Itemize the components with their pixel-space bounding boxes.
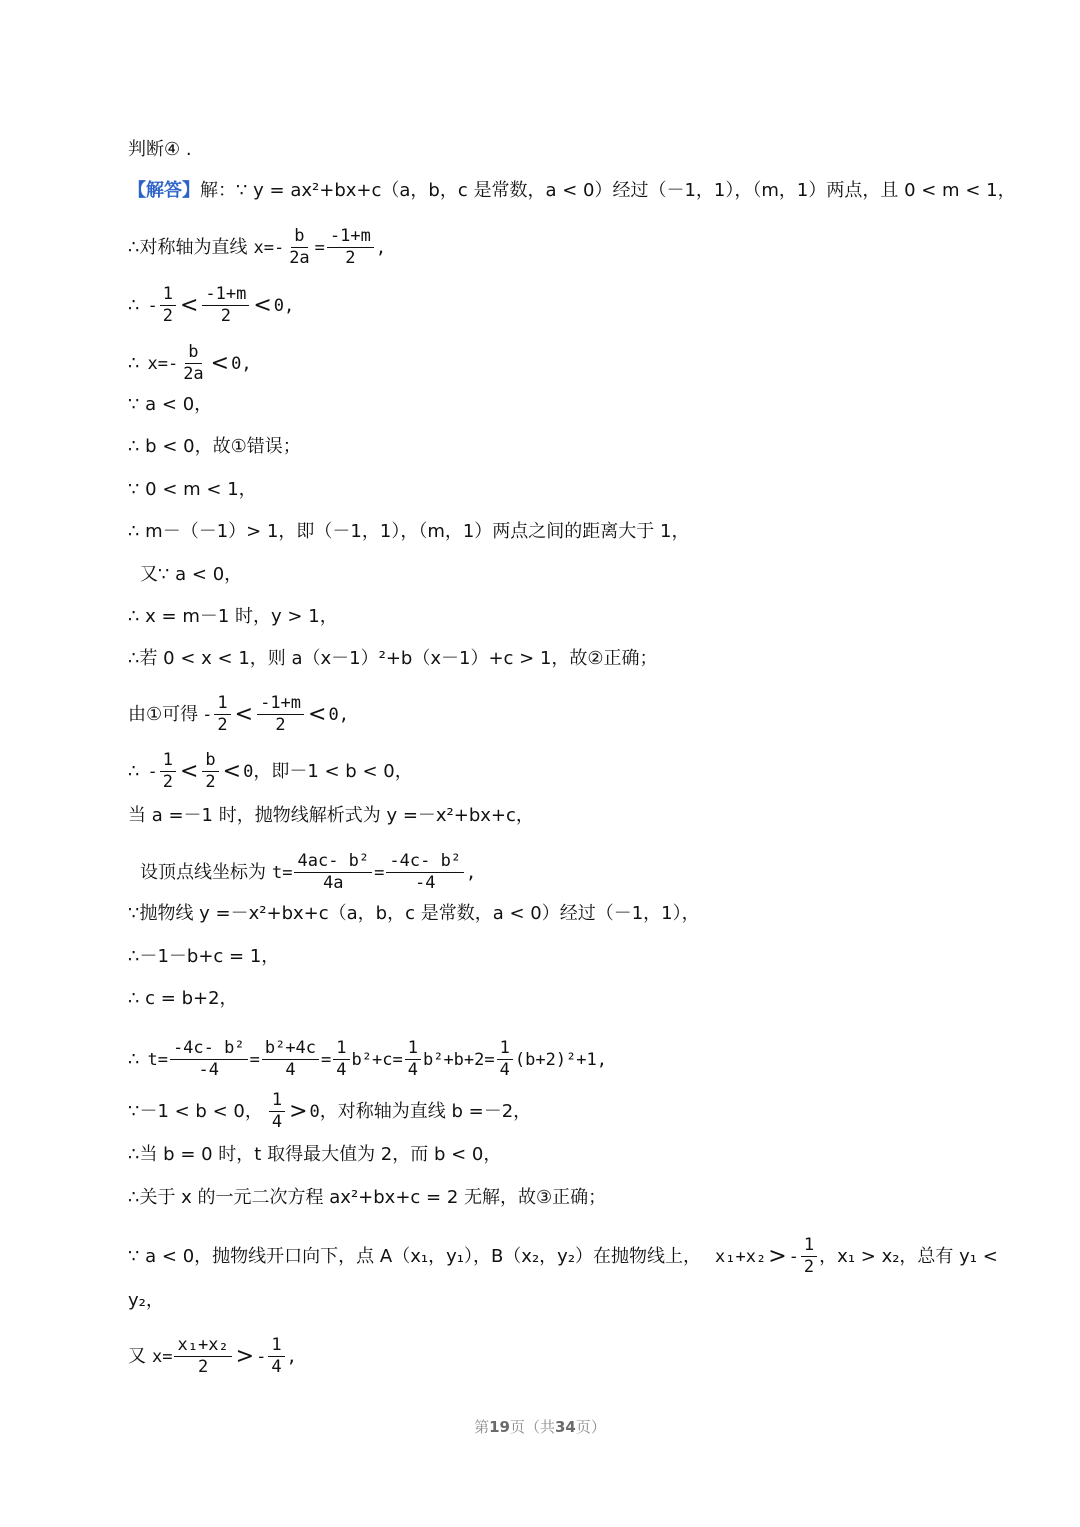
math-op: >: [289, 1098, 308, 1124]
math-op: >: [768, 1243, 787, 1269]
text-line: [128, 435, 301, 459]
numerator: b: [202, 750, 218, 772]
denominator: 2a: [183, 364, 204, 384]
denominator: 2: [345, 248, 356, 268]
math-op: =: [249, 1049, 260, 1070]
text: ∴ c = b+2，: [128, 988, 238, 1009]
text: ∴若 0 < x < 1，则 a（x－1）²+b（x－1）+c > 1，故②正确；: [128, 648, 658, 669]
fraction: [202, 284, 249, 327]
numerator: 1: [214, 693, 230, 715]
text: 设顶点线坐标为: [140, 861, 266, 883]
math-op: -: [788, 1246, 799, 1267]
text-line: [128, 804, 534, 828]
math-expr: b²+b+2=: [422, 1049, 495, 1070]
text-line: [128, 647, 658, 671]
numerator: 1: [160, 750, 176, 772]
answer-line: [128, 179, 1016, 203]
formula-line: [128, 226, 386, 269]
numerator: 1: [801, 1235, 817, 1257]
denominator: 4a: [323, 873, 344, 893]
numerator: b²+4c: [262, 1038, 319, 1060]
numerator: -4c- b²: [170, 1038, 248, 1060]
math-op: -: [202, 704, 213, 725]
fraction: [170, 1038, 248, 1081]
text-line: [128, 520, 689, 544]
text: 又∵ a < 0，: [140, 564, 243, 585]
fraction: [268, 1335, 284, 1378]
numerator: 1: [497, 1038, 513, 1060]
math-op: -: [273, 237, 285, 258]
fraction: [160, 284, 176, 327]
math-punct: ,: [286, 1346, 297, 1367]
math-val: 0,: [231, 353, 252, 374]
fraction: [174, 1335, 231, 1378]
text-line: [128, 1289, 164, 1313]
text: 由①可得: [128, 703, 199, 725]
math-var: x=: [147, 353, 168, 374]
text: ，x₁ > x₂，总有 y₁ <: [819, 1245, 998, 1267]
numerator: b: [185, 342, 201, 364]
numerator: x₁+x₂: [174, 1335, 231, 1357]
text: ∴: [128, 294, 140, 316]
denominator: 2: [803, 1257, 815, 1277]
text: y₂，: [128, 1290, 164, 1311]
denominator: 2: [162, 306, 173, 326]
text: ∴当 b = 0 时，t 取得最大值为 2，而 b < 0，: [128, 1144, 502, 1165]
text: ∵ 0 < m < 1，: [128, 479, 257, 500]
denominator: 2: [275, 715, 286, 735]
numerator: -1+m: [202, 284, 249, 306]
page-total: 34: [555, 1418, 576, 1436]
math-val: 0,: [328, 704, 349, 725]
math-op: <: [179, 292, 199, 318]
math-op: >: [235, 1343, 255, 1369]
numerator: 1: [160, 284, 176, 306]
math-op: <: [210, 350, 230, 376]
fraction: [327, 226, 374, 269]
text-line: [128, 987, 238, 1011]
text: ∴ x = m－1 时，y > 1，: [128, 606, 338, 627]
numerator: -1+m: [327, 226, 374, 248]
denominator: 4: [407, 1060, 418, 1080]
math-op: <: [179, 758, 199, 784]
denominator: 4: [285, 1060, 296, 1080]
text: ∵ a < 0，: [128, 394, 213, 415]
fraction: [286, 226, 312, 269]
text-line: [140, 563, 242, 587]
fraction: [801, 1235, 817, 1278]
denominator: 4: [499, 1060, 510, 1080]
fraction: [262, 1038, 319, 1081]
math-op: -: [167, 353, 179, 374]
math-op: -: [256, 1346, 267, 1367]
denominator: -4: [198, 1060, 219, 1080]
numerator: -4c- b²: [386, 851, 464, 873]
page-number: 19: [489, 1418, 510, 1436]
fraction: [160, 750, 176, 793]
text: ∴: [128, 352, 140, 374]
numerator: 4ac- b²: [294, 851, 372, 873]
text: ∴: [128, 760, 140, 782]
formula-line: [128, 693, 349, 736]
formula-line: [140, 851, 476, 894]
math-op: -: [147, 295, 158, 316]
text: ，对称轴为直线 b =－2，: [319, 1100, 532, 1122]
math-op: <: [253, 292, 272, 318]
math-op: =: [321, 1049, 332, 1070]
math-val: 0: [243, 761, 254, 782]
formula-line: [128, 284, 294, 327]
text: 当 a =－1 时，抛物线解析式为 y =－x²+bx+c，: [128, 805, 534, 826]
fraction: [214, 693, 230, 736]
math-expr: b²+c=: [351, 1049, 403, 1070]
math-op: =: [314, 237, 325, 258]
numerator: 1: [333, 1038, 349, 1060]
numerator: -1+m: [257, 693, 304, 715]
formula-line: [128, 342, 252, 385]
fraction: [497, 1038, 513, 1081]
denominator: 2: [162, 772, 173, 792]
denominator: 2: [197, 1357, 209, 1377]
text-line: [128, 1143, 501, 1167]
math-op: =: [374, 862, 385, 883]
denominator: 4: [336, 1060, 347, 1080]
math-expr: (b+2)²+1,: [514, 1049, 607, 1070]
denominator: 4: [271, 1357, 282, 1377]
math-op: <: [308, 701, 327, 727]
fraction: [257, 693, 304, 736]
fraction: [269, 1090, 285, 1133]
text: ∴－1－b+c = 1，: [128, 946, 280, 967]
denominator: 2: [205, 772, 216, 792]
math-val: 0: [309, 1101, 320, 1122]
formula-line: [128, 1335, 297, 1378]
text: ∴对称轴为直线: [128, 236, 248, 258]
numerator: 1: [269, 1090, 285, 1112]
formula-line: [128, 750, 413, 793]
text: 又: [128, 1345, 146, 1367]
fraction: [405, 1038, 421, 1081]
denominator: 2: [217, 715, 228, 735]
formula-line: [128, 1038, 607, 1081]
text: ∵ a < 0，抛物线开口向下，点 A（x₁，y₁），B（x₂，y₂）在抛物线上，: [128, 1245, 702, 1267]
text: ∵－1 < b < 0，: [128, 1100, 263, 1122]
denominator: 4: [271, 1112, 283, 1132]
text: ，即－1 < b < 0，: [253, 760, 413, 782]
text-line: [128, 945, 279, 969]
math-var: t=: [147, 1049, 168, 1070]
formula-line: [128, 1235, 998, 1278]
text-line: [128, 605, 338, 629]
fraction: [294, 851, 372, 894]
text-line: [128, 478, 257, 502]
text: ∴: [128, 1048, 140, 1070]
text-line: [128, 1186, 606, 1210]
math-var: t=: [272, 862, 293, 883]
numerator: b: [291, 226, 307, 248]
text-line: [128, 902, 700, 926]
denominator: -4: [414, 873, 436, 893]
page-footer: [0, 1416, 1080, 1437]
numerator: 1: [405, 1038, 421, 1060]
text: ∴关于 x 的一元二次方程 ax²+bx+c = 2 无解，故③正确；: [128, 1187, 607, 1208]
footer-mid: 页（共: [509, 1418, 555, 1436]
math-punct: ,: [375, 237, 387, 258]
math-var: x=: [152, 1346, 173, 1367]
fraction: [333, 1038, 349, 1081]
text: ∴ b < 0，故①错误；: [128, 436, 301, 457]
denominator: 2: [220, 306, 231, 326]
text: 判断④ .: [128, 139, 192, 160]
fraction: [202, 750, 218, 793]
footer-post: 页）: [575, 1418, 606, 1436]
fraction: [180, 342, 206, 385]
text: ∴ m－（－1）> 1，即（－1，1），（m，1）两点之间的距离大于 1，: [128, 521, 690, 542]
text-line: [128, 393, 212, 417]
math-op: <: [234, 701, 254, 727]
fraction: [386, 851, 464, 894]
footer-pre: 第: [474, 1418, 490, 1436]
text: 解：∵ y = ax²+bx+c（a，b，c 是常数，a < 0）经过（－1，1），（m，1）两点，且 0 < m < 1，: [200, 180, 1016, 201]
math-op: <: [222, 758, 242, 784]
math-val: 0,: [273, 295, 295, 316]
numerator: 1: [268, 1335, 284, 1357]
text: ∵抛物线 y =－x²+bx+c（a，b，c 是常数，a < 0）经过（－1，1），: [128, 903, 700, 924]
formula-line: [128, 1090, 531, 1133]
denominator: 2a: [289, 248, 310, 268]
math-punct: ,: [466, 862, 477, 883]
text-line: [128, 138, 192, 162]
math-expr: x₁+x₂: [715, 1246, 767, 1267]
math-var: x=: [253, 237, 274, 258]
answer-tag: 【解答】: [128, 180, 200, 201]
math-op: -: [147, 761, 158, 782]
